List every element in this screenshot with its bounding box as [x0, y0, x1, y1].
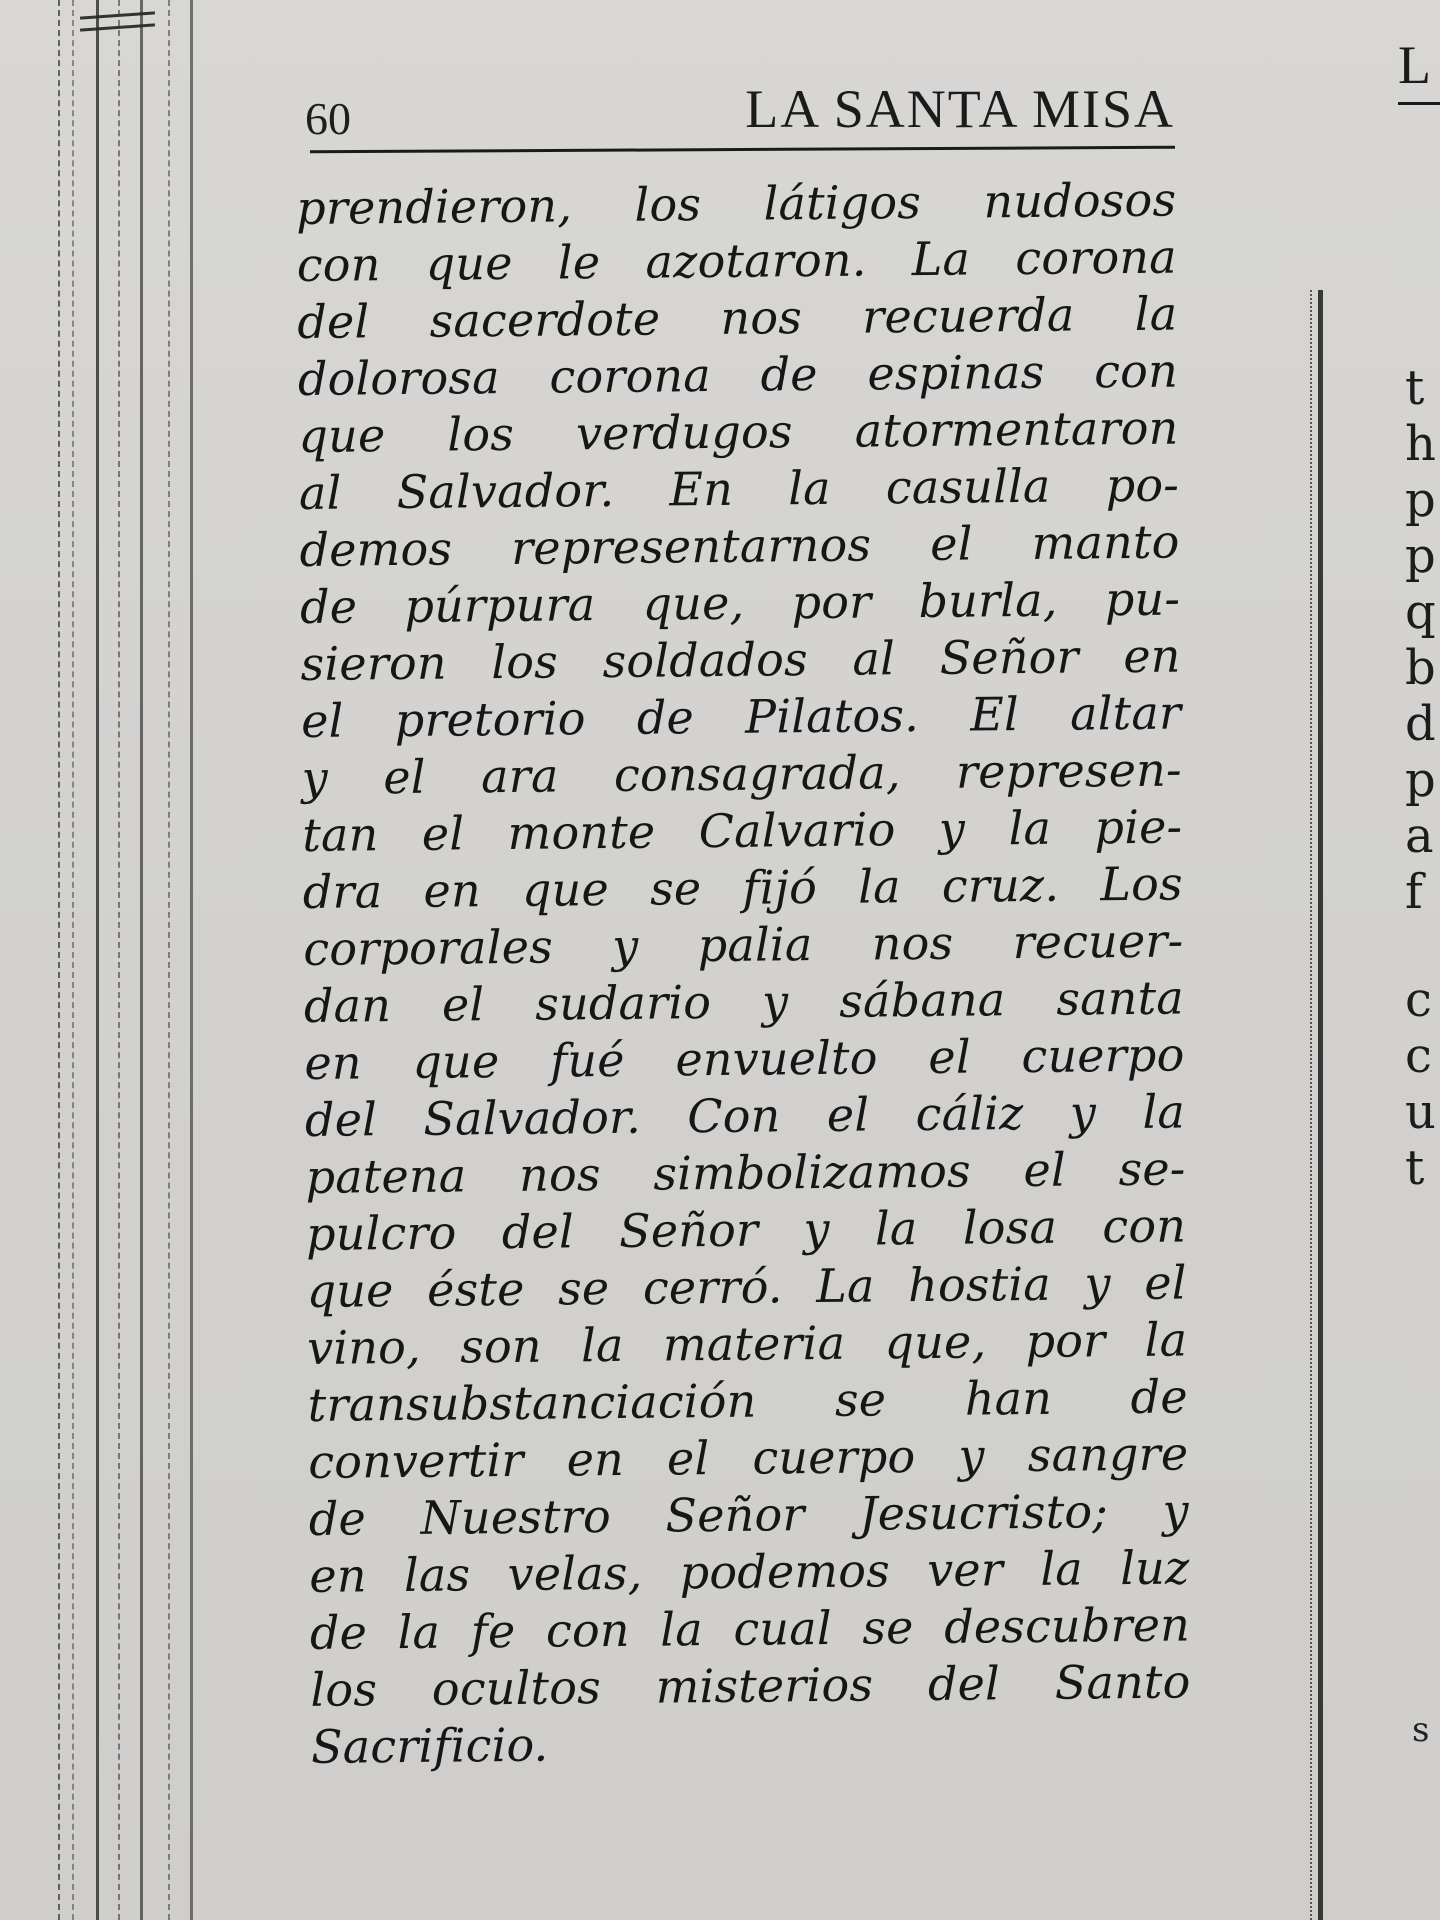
adjacent-line-fragment: t — [1405, 1140, 1425, 1196]
gutter-dotted-line — [1310, 290, 1312, 1920]
text-line: dolorosa corona de espinas con — [297, 343, 1179, 406]
adjacent-page-text — [1405, 360, 1440, 1196]
adjacent-line-fragment: h — [1405, 416, 1436, 472]
adjacent-page-header: L — [1398, 35, 1431, 95]
adjacent-line-fragment: p — [1405, 472, 1436, 528]
page-edge-line — [118, 0, 120, 1920]
adjacent-line-fragment: t — [1405, 360, 1425, 416]
text-line: tan el monte Calvario y la pie- — [302, 799, 1183, 862]
text-line: el pretorio de Pilatos. El altar — [300, 685, 1182, 748]
header-rule — [310, 146, 1175, 154]
page-edge-line — [96, 0, 99, 1920]
text-line: transubstanciación se han de — [307, 1369, 1188, 1432]
text-line: prendieron, los látigos nudosos — [296, 172, 1177, 235]
text-line: de la fe con la cual se descubren — [309, 1597, 1191, 1660]
gutter-rule — [1318, 290, 1323, 1920]
adjacent-line-fragment: c — [1405, 1028, 1432, 1084]
text-line: dra en que se fijó la cruz. Los — [302, 856, 1184, 919]
text-line: vino, son la materia que, por la — [306, 1312, 1188, 1375]
page-edge-line — [140, 0, 143, 1920]
running-title: LA SANTA MISA — [745, 79, 1175, 139]
text-line: que éste se cerró. La hostia y el — [306, 1255, 1187, 1318]
text-line: sieron los soldados al Señor en — [300, 628, 1181, 691]
adjacent-line-fragment: b — [1405, 640, 1436, 696]
text-line: de Nuestro Señor Jesucristo; y — [308, 1483, 1190, 1546]
adjacent-line-fragment: p — [1405, 752, 1436, 808]
text-line: los ocultos misterios del Santo — [310, 1654, 1191, 1717]
text-line: del Salvador. Con el cáliz y la — [304, 1084, 1186, 1147]
text-line: y el ara consagrada, represen- — [301, 742, 1182, 805]
page-header — [305, 78, 1175, 146]
text-line: con que le azotaron. La corona — [296, 229, 1178, 292]
adjacent-line-fragment: a — [1405, 808, 1434, 864]
adjacent-line-fragment: d — [1405, 696, 1436, 752]
text-line: corporales y palia nos recuer- — [303, 913, 1184, 976]
text-line: al Salvador. En la casulla po- — [298, 457, 1180, 520]
text-line: pulcro del Señor y la losa con — [305, 1198, 1187, 1261]
adjacent-line-fragment: u — [1405, 1084, 1436, 1140]
text-line: dan el sudario y sábana santa — [303, 970, 1185, 1033]
page-edge-line — [72, 0, 74, 1920]
text-line: de púrpura que, por burla, pu- — [299, 571, 1181, 634]
adjacent-footer-fragment: s — [1412, 1710, 1430, 1750]
text-line: que los verdugos atormentaron — [298, 400, 1179, 463]
text-line: en las velas, podemos ver la luz — [309, 1540, 1190, 1603]
page-edge-line — [168, 0, 170, 1920]
adjacent-line-fragment: c — [1405, 972, 1432, 1028]
text-line: patena nos simbolizamos el se- — [305, 1141, 1186, 1204]
text-line: en que fué envuelto el cuerpo — [304, 1027, 1185, 1090]
page-edge-line — [58, 0, 60, 1920]
text-line: convertir en el cuerpo y sangre — [308, 1426, 1189, 1489]
adjacent-line-fragment: p — [1405, 528, 1436, 584]
page-number: 60 — [305, 93, 351, 144]
adjacent-line-fragment: q — [1405, 584, 1436, 640]
text-line: Sacrificio. — [310, 1717, 549, 1774]
adjacent-line-fragment: f — [1405, 864, 1423, 920]
adjacent-header-rule — [1398, 102, 1440, 105]
text-line: del sacerdote nos recuerda la — [297, 286, 1178, 349]
text-line: demos representarnos el manto — [299, 514, 1180, 577]
body-text — [296, 172, 1191, 1776]
page-edge-line — [190, 0, 193, 1920]
